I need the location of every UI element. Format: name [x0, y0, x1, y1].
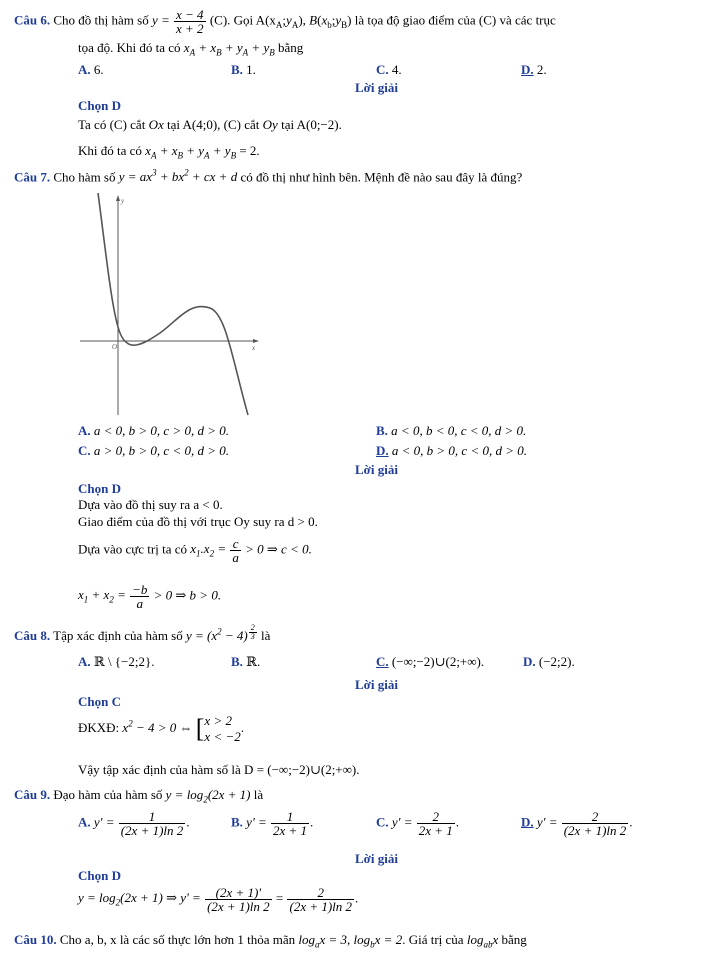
q6-option-a[interactable]: A. 6. — [78, 62, 104, 77]
q7-option-d[interactable]: D. a < 0, b > 0, c < 0, d > 0. — [376, 443, 528, 458]
q7-choice: Chọn D — [78, 481, 121, 496]
q7-solution-title: Lời giải — [355, 462, 398, 477]
q6-option-b[interactable]: B. 1. — [231, 62, 256, 77]
x-axis-arrow — [253, 339, 259, 343]
q7-sol2: Giao điểm của đồ thị với trục Oy suy ra d > 0. — [78, 514, 318, 529]
q10-statement: Câu 10. Cho a, b, x là các số thực lớn hơn 1 thỏa mãn $\log_ax = 3$, $\log_bx = 2$. Giá trị của $\log_{ab}x$ bằng — [14, 932, 527, 950]
origin-label: O — [112, 343, 118, 351]
q8-choice: Chọn C — [78, 694, 121, 709]
q6-sol-line2: Khi đó ta có $x_A + x_B + y_A + y_B = 2$. — [78, 143, 260, 161]
q7-cubic-graph — [80, 193, 260, 418]
q7-sol3: Dựa vào cực trị ta có $x_1.x_2$ = $\frac{c}{a}$ > 0 ⇒ c < 0. — [78, 536, 312, 565]
q7-sol4: $x_1 + x_2$ = $\frac{-b}{a}$ > 0 ⇒ b > 0. — [78, 582, 222, 611]
q8-option-a[interactable]: A. ℝ \ {−2;2}. — [78, 654, 155, 669]
q7-option-a[interactable]: A. a < 0, b > 0, c > 0, d > 0. — [78, 423, 230, 438]
q8-option-b[interactable]: B. ℝ. — [231, 654, 261, 669]
q7-sol1: Dựa vào đồ thị suy ra a < 0. — [78, 497, 223, 512]
q9-option-a[interactable]: A. y' = $\frac{1}{(2x + 1)\ln 2}$ . — [78, 809, 190, 838]
q9-statement: Câu 9. Đạo hàm của hàm số $y = \log_2(2x + 1)$ là — [14, 787, 264, 805]
q6-sol-line1: Ta có (C) cắt Ox tại A(4;0), (C) cắt Oy tại A(0;−2). — [78, 117, 342, 132]
q7-statement: Câu 7. Cho hàm số $y = ax^3 + bx^2$ + cx + d có đồ thị như hình bên. Mệnh đề nào sau đây là đúng? — [14, 168, 523, 185]
q6-fraction: $\frac{x - 4}{x + 2}$ — [176, 7, 204, 36]
q6-choice: Chọn D — [78, 98, 121, 113]
q9-option-c[interactable]: C. y' = $\frac{2}{2x + 1}$ . — [376, 809, 460, 838]
y-axis-label: y — [121, 197, 125, 205]
x-axis-label: x — [252, 344, 256, 352]
q6-label: Câu 6. — [14, 12, 51, 28]
q9-option-b[interactable]: B. y' = $\frac{1}{2x + 1}$ . — [231, 809, 314, 838]
q6-option-d[interactable]: D. 2. — [521, 62, 547, 77]
q8-sol2: Vậy tập xác định của hàm số là D = (−∞;−2)∪(2;+∞). — [78, 762, 360, 777]
q6-statement: Câu 6. Cho đồ thị hàm số y = $\frac{x - 4}{x + 2}$ (C). Gọi $A(x_A;y_A)$, $B(x_b;y_B)$ là tọa độ giao điểm của (C) và các trục — [14, 7, 556, 36]
q8-solution-title: Lời giải — [355, 677, 398, 692]
q6-option-c[interactable]: C. 4. — [376, 62, 402, 77]
q9-choice: Chọn D — [78, 868, 121, 883]
y-axis-arrow — [116, 195, 120, 201]
cubic-curve — [98, 193, 248, 415]
q9-sol: $y = \log_2(2x + 1)$ ⇒ y' = $\frac{(2x + 1)'}{(2x + 1)\ln 2}$ = $\frac{2}{(2x + 1)\ln 2}$ . — [78, 885, 359, 914]
q6-line2: tọa độ. Khi đó ta có $x_A + x_B + y_A + y_B$ bằng — [78, 40, 304, 58]
q9-solution-title: Lời giải — [355, 851, 398, 866]
q7-option-b[interactable]: B. a < 0, b < 0, c < 0, d > 0. — [376, 423, 527, 438]
q8-dkxd: ĐKXĐ: $x^2 - 4 > 0$ ⇔ [x > 2 x < −2. — [78, 713, 244, 744]
q6-solution-title: Lời giải — [355, 80, 398, 95]
q8-statement: Câu 8. Tập xác định của hàm số $y = (x^2 - 4)$ $^{\frac{2}{3}}$ là — [14, 623, 271, 643]
q8-option-c[interactable]: C. (−∞;−2)∪(2;+∞). — [376, 654, 485, 669]
q7-option-c[interactable]: C. a > 0, b > 0, c < 0, d > 0. — [78, 443, 230, 458]
q8-option-d[interactable]: D. (−2;2). — [523, 654, 575, 669]
q9-option-d[interactable]: D. y' = $\frac{2}{(2x + 1)\ln 2}$ . — [521, 809, 633, 838]
